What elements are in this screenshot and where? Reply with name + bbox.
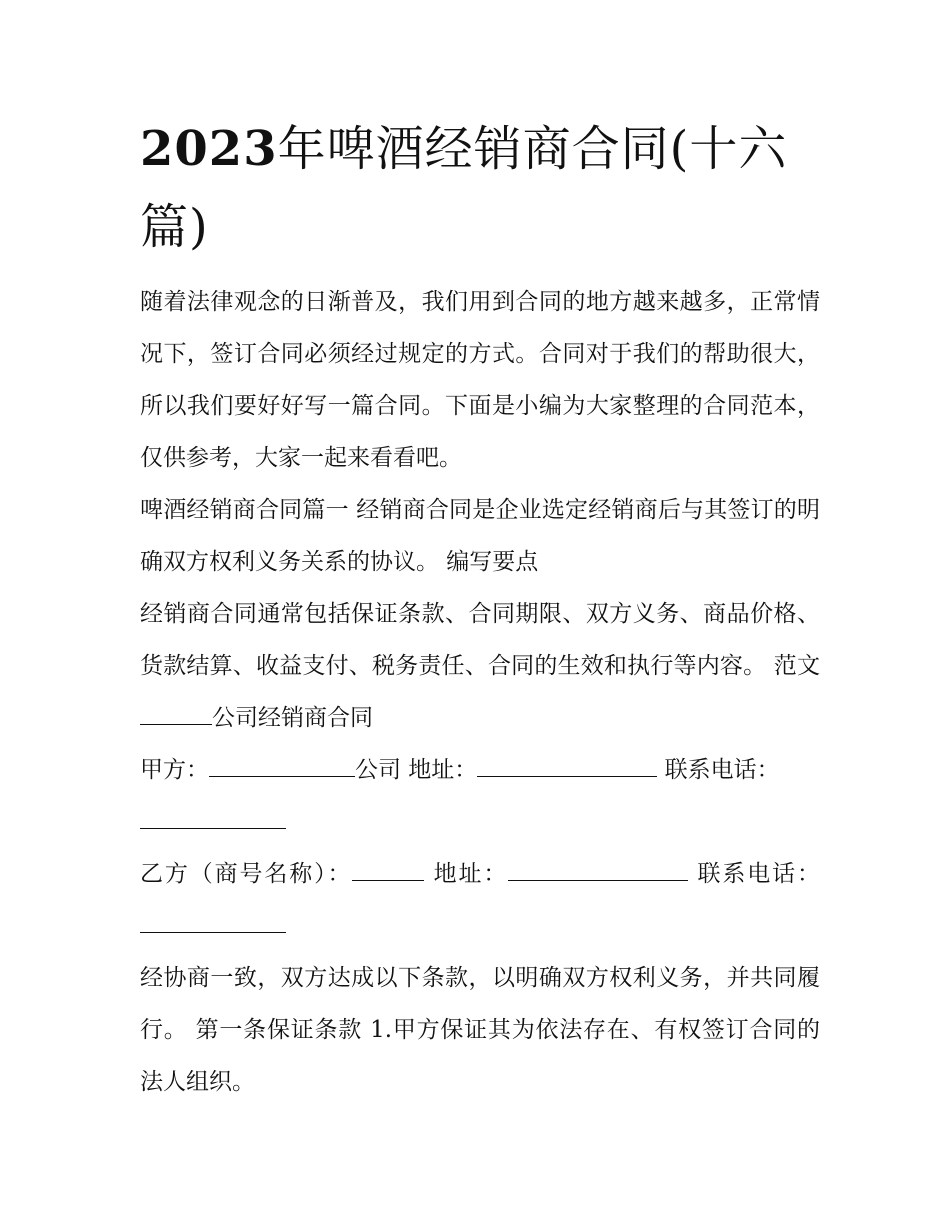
document-body (140, 276, 820, 1108)
section-paragraph-2 (140, 588, 820, 744)
party-a-phone-label: 联系电话： (657, 757, 780, 783)
contract-content-text: 经销商合同通常包括保证条款、合同期限、双方义务、商品价格、货款结算、收益支付、税务责任、合同的生效和执行等内容。 范文 (140, 601, 820, 679)
intro-paragraph: 随着法律观念的日渐普及，我们用到合同的地方越来越多，正常情况下，签订合同必须经过规定的方式。合同对于我们的帮助很大，所以我们要好好写一篇合同。下面是小编为大家整理的合同范本，仅供参考，大家一起来看看吧。 (140, 289, 820, 471)
title-year: 2023 (140, 121, 278, 177)
final-paragraph: 经协商一致，双方达成以下条款，以明确双方权利义务，并共同履行。 第一条保证条款 1.甲方保证其为依法存在、有权签订合同的法人组织。 (140, 965, 820, 1095)
party-b-address-label: 地址： (424, 861, 509, 887)
document-title (140, 110, 820, 266)
party-a-line (140, 744, 820, 848)
party-a-phone-blank (140, 806, 286, 829)
party-a-name-blank (209, 754, 355, 777)
contract-name-text: 公司经销商合同 (212, 705, 373, 731)
party-b-address-blank (508, 858, 688, 881)
party-b-name-blank (352, 858, 424, 881)
party-a-address-blank (477, 754, 657, 777)
party-b-label: 乙方（商号名称）： (140, 861, 353, 887)
party-a-label: 甲方： (140, 757, 209, 783)
party-b-phone-label: 联系电话： (688, 861, 821, 887)
company-name-blank (140, 702, 212, 725)
party-a-address-label: 公司 地址： (355, 757, 478, 783)
party-b-phone-blank (140, 910, 286, 933)
section-paragraph-1: 啤酒经销商合同篇一 经销商合同是企业选定经销商后与其签订的明确双方权利义务关系的协议。 编写要点 (140, 497, 820, 575)
title-text: 年啤酒经销商合同(十六篇) (140, 121, 788, 255)
party-b-line (140, 848, 820, 952)
